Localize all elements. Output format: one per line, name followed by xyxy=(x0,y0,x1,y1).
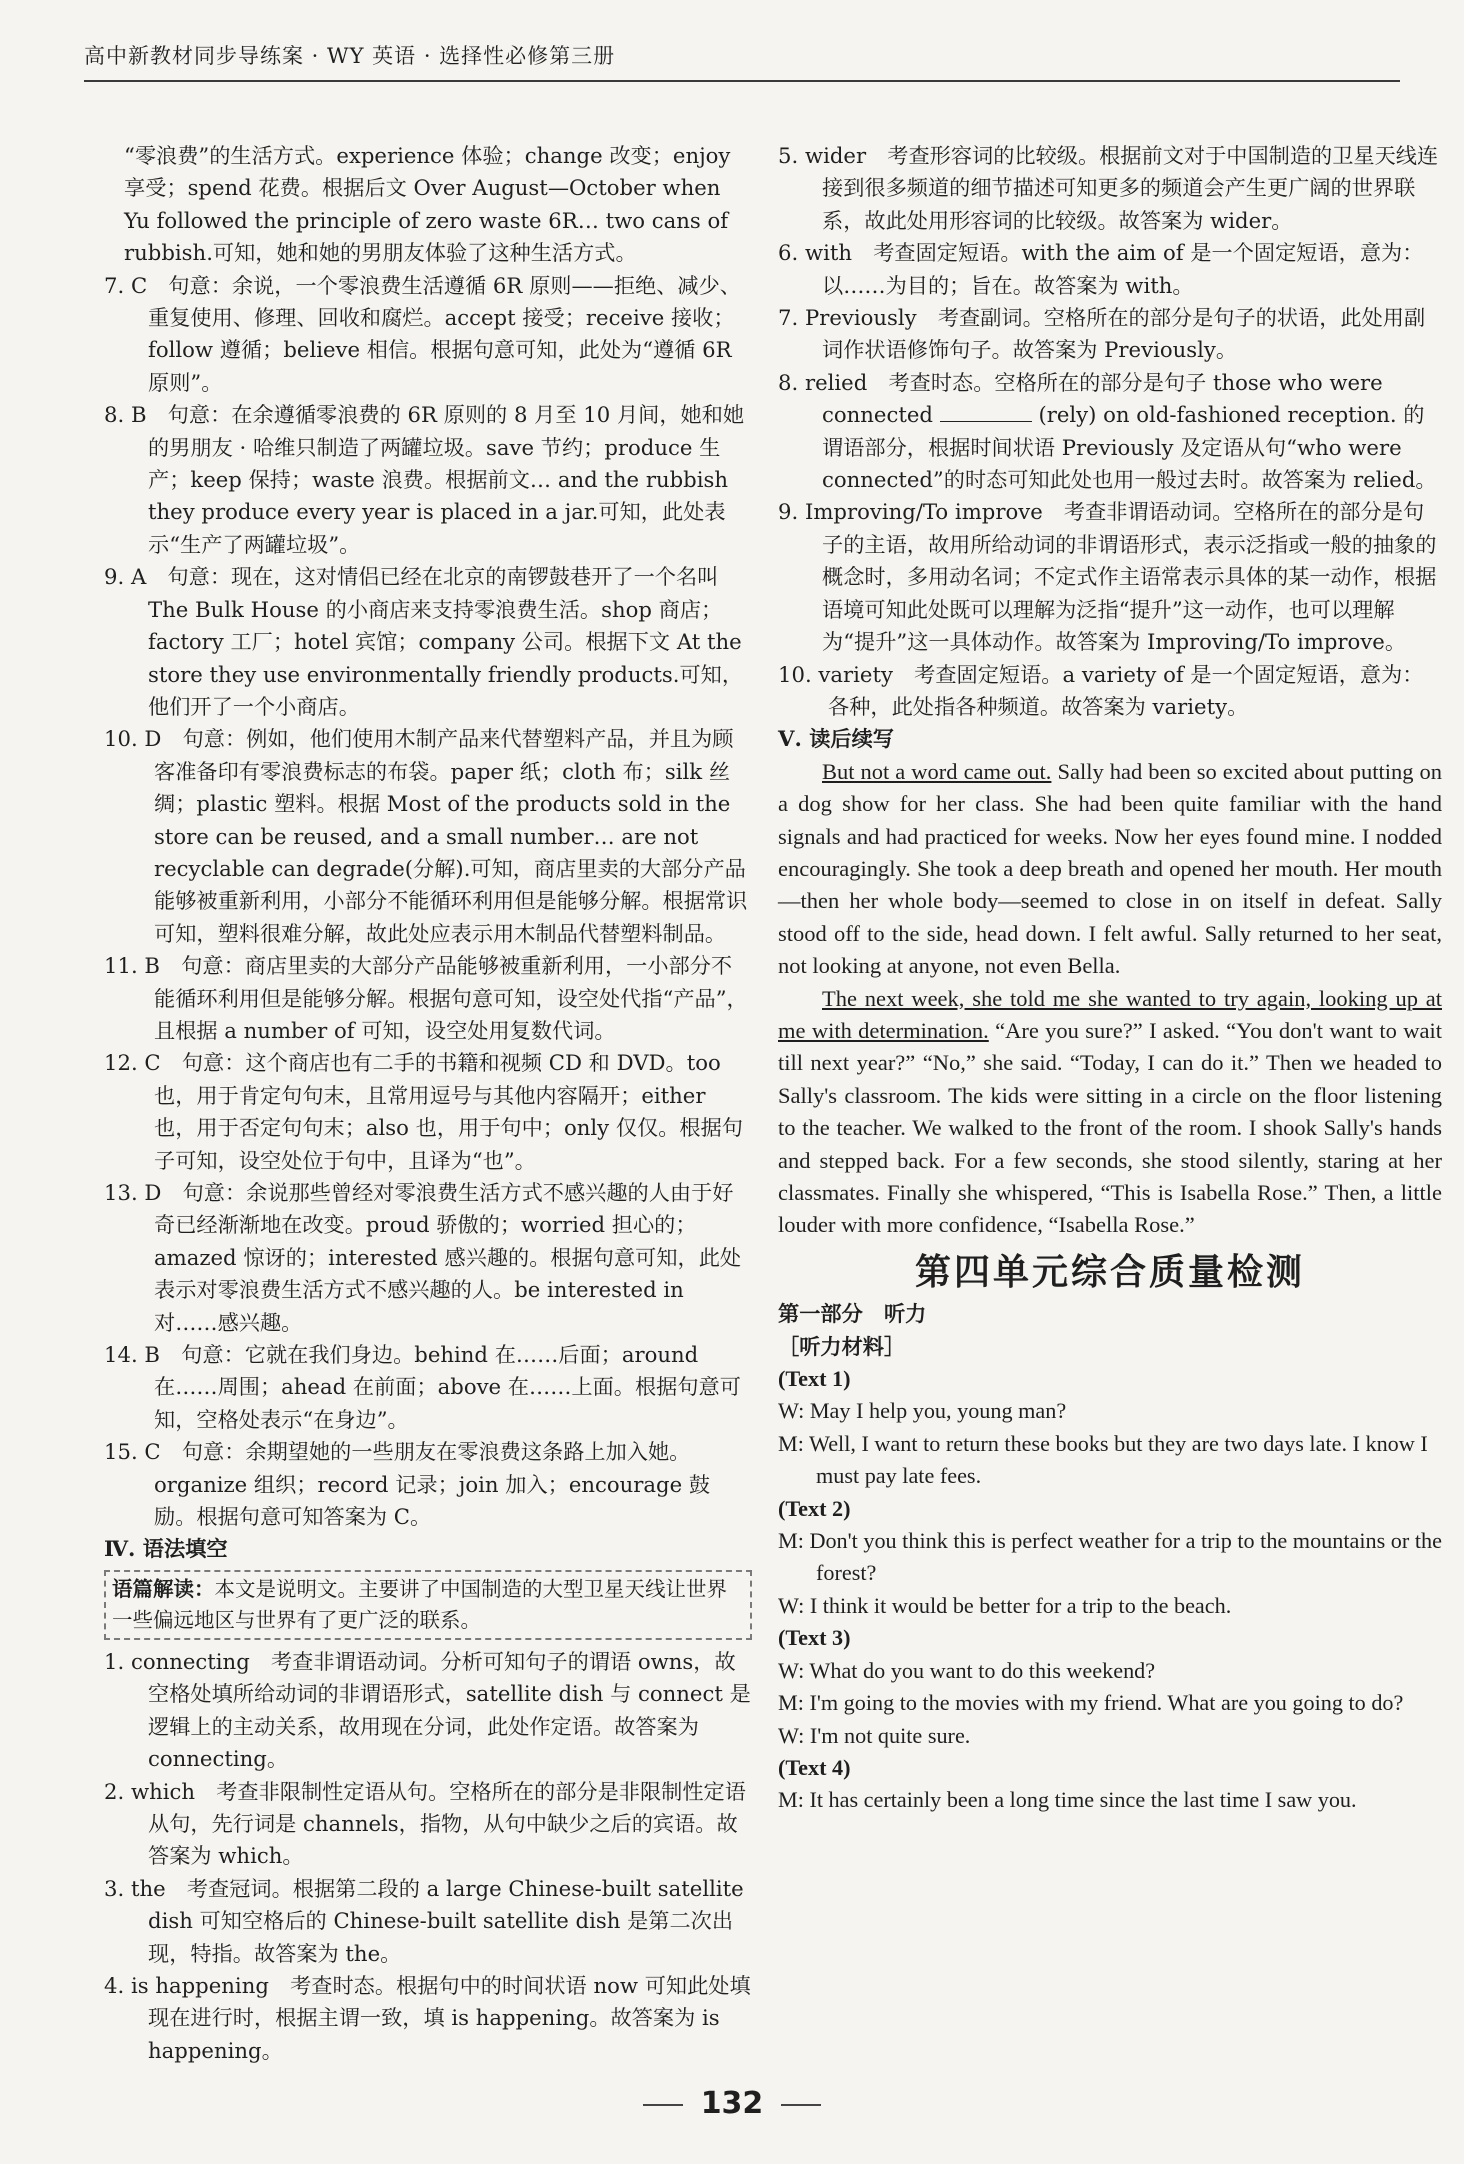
answer-9: 9. A 句意：现在，这对情侣已经在北京的南锣鼓巷开了一个名叫 The Bulk House 的小商店来支持零浪费生活。shop 商店；factory 工厂；hotel 宾馆；company 公司。根据下文 At the store they use environmentally friendly products.可知，他们开了一个小商店。 xyxy=(104,564,744,719)
answer-intro: “零浪费”的生活方式。experience 体验；change 改变；enjoy 享受；spend 花费。根据后文 Over August—October when Yu followed the principle of zero waste 6R… two cans of rubbish.可知，她和她的男朋友体验了这种生活方式。 xyxy=(124,143,731,266)
essay-paragraph-1-body: Sally had been so excited about putting on a dog show for her class. She had been quite familiar with the hand signals and had practiced for weeks. Now her eyes found mine. I nodded encouragingly. She took a deep breath and opened her mouth. Her mouth—then her whole body—seemed to close in on itself in defeat. Sally stood off to the side, head down. I felt awful. Sally returned to her seat, not looking at anyone, not even Bella. xyxy=(778,758,1442,979)
answer-7: 7. C 句意：余说，一个零浪费生活遵循 6R 原则——拒绝、减少、重复使用、修理、回收和腐烂。accept 接受；receive 接收；follow 遵循；believe 相信。根据句意可知，此处为“遵循 6R 原则”。 xyxy=(104,272,741,395)
answer-8: 8. B 句意：在余遵循零浪费的 6R 原则的 8 月至 10 月间，她和她的男朋友 · 哈维只制造了两罐垃圾。save 节约；produce 生产；keep 保持；waste 浪费。根据前文… and the rubbish they produce every year is placed in a jar.可知，此处表示“生产了两罐垃圾”。 xyxy=(104,402,745,557)
grammar-answer-6: 6. with 考查固定短语。with the aim of 是一个固定短语，意为：以……为目的；旨在。故答案为 with。 xyxy=(778,240,1424,298)
essay-paragraph-1 xyxy=(778,756,1442,983)
grammar-answer-7: 7. Previously 考查副词。空格所在的部分是句子的状语，此处用副词作状语修饰句子。故答案为 Previously。 xyxy=(778,305,1426,363)
dialogue-line: W: May I help you, young man? xyxy=(778,1398,1067,1424)
grammar-answer-8-part1: 8. relied 考查时态。空格所在的部分是句子 those who were connected xyxy=(778,369,1383,428)
text-label: (Text 2) xyxy=(778,1495,851,1521)
answer-12: 12. C 句意：这个商店也有二手的书籍和视频 CD 和 DVD。too 也，用于肯定句句末，且常用逗号与其他内容隔开；either 也，用于否定句句末；also 也，用于句中；only 仅仅。根据句子可知，设空处位于句中，且译为“也”。 xyxy=(104,1050,743,1173)
listening-material-label: ［听力材料］ xyxy=(778,1333,906,1359)
answer-11: 11. B 句意：商店里卖的大部分产品能够被重新利用，一小部分不能循环利用但是能够分解。根据句意可知，设空处代指“产品”，且根据 a number of 可知，设空处用复数代词。 xyxy=(104,953,748,1043)
grammar-answer-8 xyxy=(778,367,1442,497)
answer-15: 15. C 句意：余期望她的一些朋友在零浪费这条路上加入她。organize 组织；record 记录；join 加入；encourage 鼓励。根据句意可知答案为 C。 xyxy=(104,1439,711,1530)
essay-paragraph-1-opening: But not a word came out. xyxy=(822,758,1052,784)
text-label: (Text 1) xyxy=(778,1366,851,1392)
dialogue-line: M: I'm going to the movies with my friend. What are you going to do? xyxy=(778,1690,1404,1716)
passage-analysis-text: 本文是说明文。主要讲了中国制造的大型卫星天线让世界一些偏远地区与世界有了更广泛的联系。 xyxy=(112,1576,727,1632)
dialogue-line: M: Well, I want to return these books but they are two days late. I know I must pay late fees. xyxy=(778,1430,1428,1489)
section-heading-continuation: Ⅴ. 读后续写 xyxy=(778,726,894,752)
running-header: 高中新教材同步导练案 · WY 英语 · 选择性必修第三册 xyxy=(84,40,1400,82)
dialogue-line: M: Don't you think this is perfect weather for a trip to the mountains or the forest? xyxy=(778,1528,1442,1586)
unit-title: 第四单元综合质量检测 xyxy=(914,1250,1305,1293)
grammar-answer-3: 3. the 考查冠词。根据第二段的 a large Chinese-built satellite dish 可知空格后的 Chinese-built satellite dish 是第二次出现，特指。故答案为 the。 xyxy=(104,1875,744,1966)
grammar-answer-5: 5. wider 考查形容词的比较级。根据前文对于中国制造的卫星天线连接到很多频道的细节描述可知更多的频道会产生更广阔的世界联系，故此处用形容词的比较级。故答案为 wider。 xyxy=(778,143,1439,233)
part-heading-listening: 第一部分 听力 xyxy=(778,1301,927,1327)
passage-analysis-box xyxy=(104,1570,752,1640)
grammar-answer-2: 2. which 考查非限制性定语从句。空格所在的部分是非限制性定语从句，先行词是 channels，指物，从句中缺少之后的宾语。故答案为 which。 xyxy=(104,1778,746,1869)
grammar-answer-8-part2: (rely) on old-fashioned reception. 的谓语部分，根据时间状语 Previously 及定语从句“who were connected”的时态可知此处也用一般过去时。故答案为 relied。 xyxy=(822,402,1437,493)
text-label: (Text 3) xyxy=(778,1625,851,1651)
right-column xyxy=(778,140,1442,1817)
section-heading-grammar: Ⅳ. 语法填空 xyxy=(104,1536,228,1562)
answer-10: 10. D 句意：例如，他们使用木制产品来代替塑料产品，并且为顾客准备印有零浪费标志的布袋。paper 纸；cloth 布；silk 丝绸；plastic 塑料。根据 Most of the products sold in the store can be reused, and a small number… are not recyclable can degrade(分解).可知，商店里卖的大部分产品能够被重新利用，小部分不能循环利用但是能够分解。根据常识可知，塑料很难分解，故此处应表示用木制品代替塑料制品。 xyxy=(104,726,748,946)
dialogue-line: W: What do you want to do this weekend? xyxy=(778,1657,1156,1683)
dialogue-line: M: It has certainly been a long time since the last time I saw you. xyxy=(778,1787,1357,1813)
answer-13: 13. D 句意：余说那些曾经对零浪费生活方式不感兴趣的人由于好奇已经渐渐地在改变。proud 骄傲的；worried 担心的；amazed 惊讶的；interested 感兴趣的。根据句意可知，此处表示对零浪费生活方式不感兴趣的人。be interested in 对……感兴趣。 xyxy=(104,1180,742,1335)
dialogue-line: W: I'm not quite sure. xyxy=(778,1722,971,1748)
grammar-answer-9: 9. Improving/To improve 考查非谓语动词。空格所在的部分是句子的主语，故用所给动词的非谓语形式，表示泛指或一般的抽象的概念时，多用动名词；不定式作主语常表示具体的某一动作，根据语境可知此处既可以理解为泛指“提升”这一动作，也可以理解为“提升”这一具体动作。故答案为 Improving/To improve。 xyxy=(778,499,1437,655)
listening-transcript xyxy=(778,1363,1442,1817)
essay-paragraph-2 xyxy=(778,983,1442,1242)
essay-paragraph-2-opening: The next week, she told me she wanted to try again, looking up at me with determination. xyxy=(778,985,1442,1043)
dialogue-line: W: I think it would be better for a trip to the beach. xyxy=(778,1592,1232,1618)
essay-paragraph-2-body: “Are you sure?” I asked. “You don't want to wait till next year?” “No,” she said. “Today, I can do it.” Then we headed to Sally's classroom. The kids were sitting in a circle on the floor listening to the teacher. We walked to the front of the room. I shook Sally's hands and stepped back. For a few seconds, she stood silently, staring at her classmates. Finally she whispered, “This is Isabella Rose.” Then, a little louder with more confidence, “Isabella Rose.” xyxy=(778,1017,1442,1238)
grammar-answer-10: 10. variety 考查固定短语。a variety of 是一个固定短语，意为：各种，此处指各种频道。故答案为 variety。 xyxy=(778,661,1424,719)
text-label: (Text 4) xyxy=(778,1754,851,1780)
grammar-answer-1: 1. connecting 考查非谓语动词。分析可知句子的谓语 owns，故空格处填所给动词的非谓语形式，satellite dish 与 connect 是逻辑上的主动关系，故用现在分词，此处作定语。故答案为 connecting。 xyxy=(104,1648,751,1772)
answer-14: 14. B 句意：它就在我们身边。behind 在……后面；around 在……周围；ahead 在前面；above 在……上面。根据句意可知，空格处表示“在身边”。 xyxy=(104,1342,741,1432)
page-footer xyxy=(0,2086,1464,2121)
passage-analysis-label: 语篇解读： xyxy=(112,1576,215,1601)
left-column xyxy=(104,140,752,2067)
grammar-answer-4: 4. is happening 考查时态。根据句中的时间状语 now 可知此处填现在进行时，根据主谓一致，填 is happening。故答案为 is happening。 xyxy=(104,1972,751,2063)
footer-dash-left xyxy=(643,2104,683,2106)
page-number: 132 xyxy=(700,2086,764,2121)
fill-blank-line xyxy=(940,401,1032,422)
footer-dash-right xyxy=(781,2104,821,2106)
